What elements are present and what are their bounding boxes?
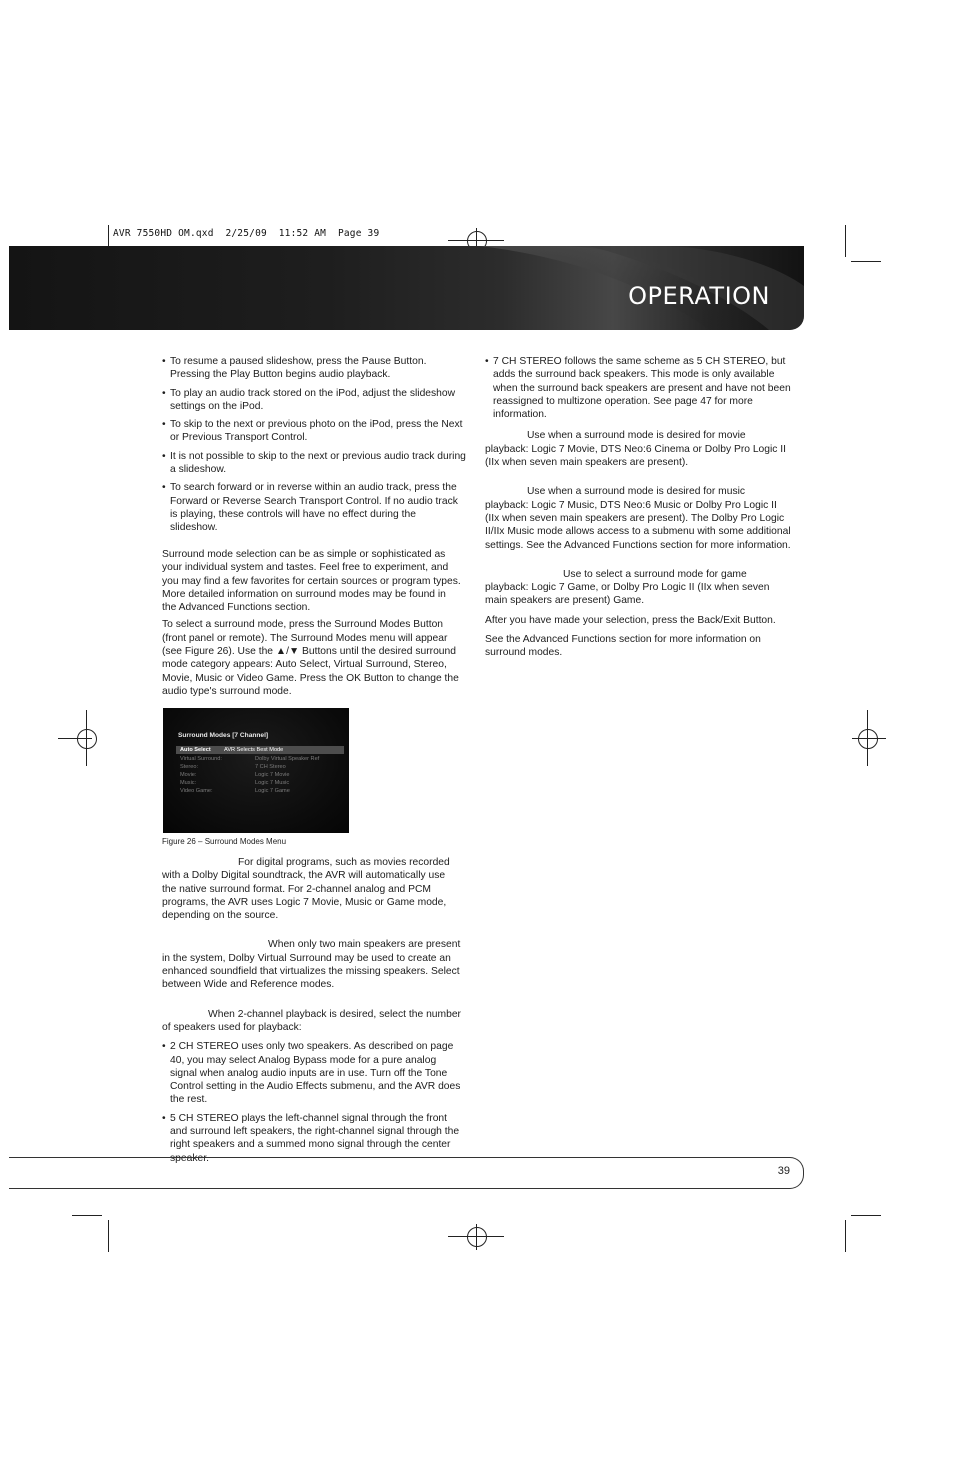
- crop-mark: [845, 1220, 846, 1252]
- registration-mark: [858, 729, 878, 749]
- figure-caption: Figure 26 – Surround Modes Menu: [162, 837, 287, 846]
- list-item: • It is not possible to skip to the next or previous audio track during a slideshow.: [162, 450, 466, 477]
- paragraph-stereo: When 2-channel playback is desired, select the number of speakers used for playback:: [162, 1008, 461, 1033]
- list-item: • 7 CH STEREO follows the same scheme as 5 CH STEREO, but adds the surround back speakers. This mode is only available when the surround back speakers are present and have not been reassigned to multizone operation. See page 47 for more information.: [485, 355, 791, 421]
- crop-mark: [72, 1215, 102, 1216]
- list-item: • 2 CH STEREO uses only two speakers. As described on page 40, you may select Analog Bypass mode for a pure analog signal when analog audio inputs are in use. Turn off the Tone Control setting in the Audio Effects submenu, and the AVR does the rest.: [162, 1040, 462, 1106]
- osd-row-label: Video Game:: [180, 788, 213, 794]
- paragraph-virtual-surround: When only two main speakers are present in the system, Dolby Virtual Surround may be used to create an enhanced soundfield that virtualizes the missing speakers. Select between Wide and Reference modes.: [162, 939, 461, 991]
- osd-row-label: Auto Select: [180, 747, 211, 753]
- left-column: [162, 355, 466, 540]
- right-column: [485, 355, 791, 664]
- paragraph: See the Advanced Functions section for more information on surround modes.: [485, 634, 761, 659]
- osd-row-label: Movie:: [180, 772, 197, 778]
- paragraph: After you have made your selection, press the Back/Exit Button.: [485, 614, 776, 626]
- print-slug: AVR 7550HD OM.qxd 2/25/09 11:52 AM Page 39: [113, 228, 380, 239]
- osd-row-value: 7 CH Stereo: [255, 764, 286, 770]
- page-number: 39: [777, 1165, 790, 1177]
- list-item: • To play an audio track stored on the iPod, adjust the slideshow settings on the iPod.: [162, 387, 466, 414]
- osd-row-label: Music:: [180, 780, 197, 786]
- paragraph-auto-select: For digital programs, such as movies recorded with a Dolby Digital soundtrack, the AVR will automatically use the native surround format. For 2-channel analog and PCM programs, the AVR uses Logic 7 Movie, Music or Game mode, depending on the source.: [162, 857, 450, 922]
- osd-row-value: AVR Selects Best Mode: [224, 747, 284, 753]
- crop-mark: [851, 261, 881, 262]
- osd-row-value: Dolby Virtual Speaker Ref: [255, 756, 320, 762]
- footer-band: [9, 1157, 804, 1189]
- paragraph-game: Use to select a surround mode for game playback: Logic 7 Game, or Dolby Pro Logic II (IIx when seven main speakers are present) Game.: [485, 568, 770, 607]
- osd-row-value: Logic 7 Music: [255, 780, 290, 786]
- crop-mark: [851, 1215, 881, 1216]
- osd-row-value: Logic 7 Game: [255, 788, 290, 794]
- list-item: • To skip to the next or previous photo on the iPod, press the Next or Previous Transport Control.: [162, 418, 466, 445]
- list-item: • To search forward or in reverse within an audio track, press the Forward or Reverse Search Transport Control. If no audio track is playing, these controls will have no effect during the slideshow.: [162, 481, 466, 534]
- paragraph: To select a surround mode, press the Surround Modes Button (front panel or remote). The Surround Modes menu will appear (see Figure 26). Use the ▲/▼ Buttons until the desired surround mode category appears: Auto Select, Virtual Surround, Stereo, Movie, Music or Video Game. Press the OK Button to change the audio type's surround mode.: [162, 619, 459, 697]
- list-item: • 5 CH STEREO plays the left-channel signal through the front and surround left speakers, the right-channel signal through the right speakers and a summed mono signal through the center speaker.: [162, 1112, 462, 1165]
- surround-intro: [162, 548, 462, 702]
- crop-mark: [108, 1220, 109, 1252]
- osd-row-label: Stereo:: [180, 764, 199, 770]
- osd-row-value: Logic 7 Movie: [255, 772, 290, 778]
- registration-mark: [77, 729, 97, 749]
- mode-descriptions-left: [162, 856, 462, 1170]
- section-title: OPERATION: [628, 282, 770, 310]
- osd-title: Surround Modes [7 Channel]: [178, 732, 269, 739]
- osd-row-label: Virtual Surround:: [180, 756, 222, 762]
- crop-mark: [845, 225, 846, 257]
- registration-mark: [467, 1227, 487, 1247]
- header-band: [9, 246, 804, 330]
- list-item: • To resume a paused slideshow, press the Pause Button. Pressing the Play Button begins audio playback.: [162, 355, 466, 382]
- paragraph: Surround mode selection can be as simple or sophisticated as your individual system and tastes. Feel free to experiment, and you may find a few favorites for certain sources or program types. More detailed information on surround modes may be found in the Advanced Functions section.: [162, 549, 461, 614]
- surround-modes-menu-figure: [163, 708, 349, 833]
- paragraph-movie: Use when a surround mode is desired for movie playback: Logic 7 Movie, DTS Neo:6 Cinema or Dolby Pro Logic II (IIx when seven main speakers are present).: [485, 430, 787, 469]
- paragraph-music: Use when a surround mode is desired for music playback: Logic 7 Music, DTS Neo:6 Music or Dolby Pro Logic II (IIx when seven main speakers are present). The Dolby Pro Logic II/IIx Music mode allows access to a submenu with some additional settings. See the Advanced Functions section for more information.: [485, 486, 791, 551]
